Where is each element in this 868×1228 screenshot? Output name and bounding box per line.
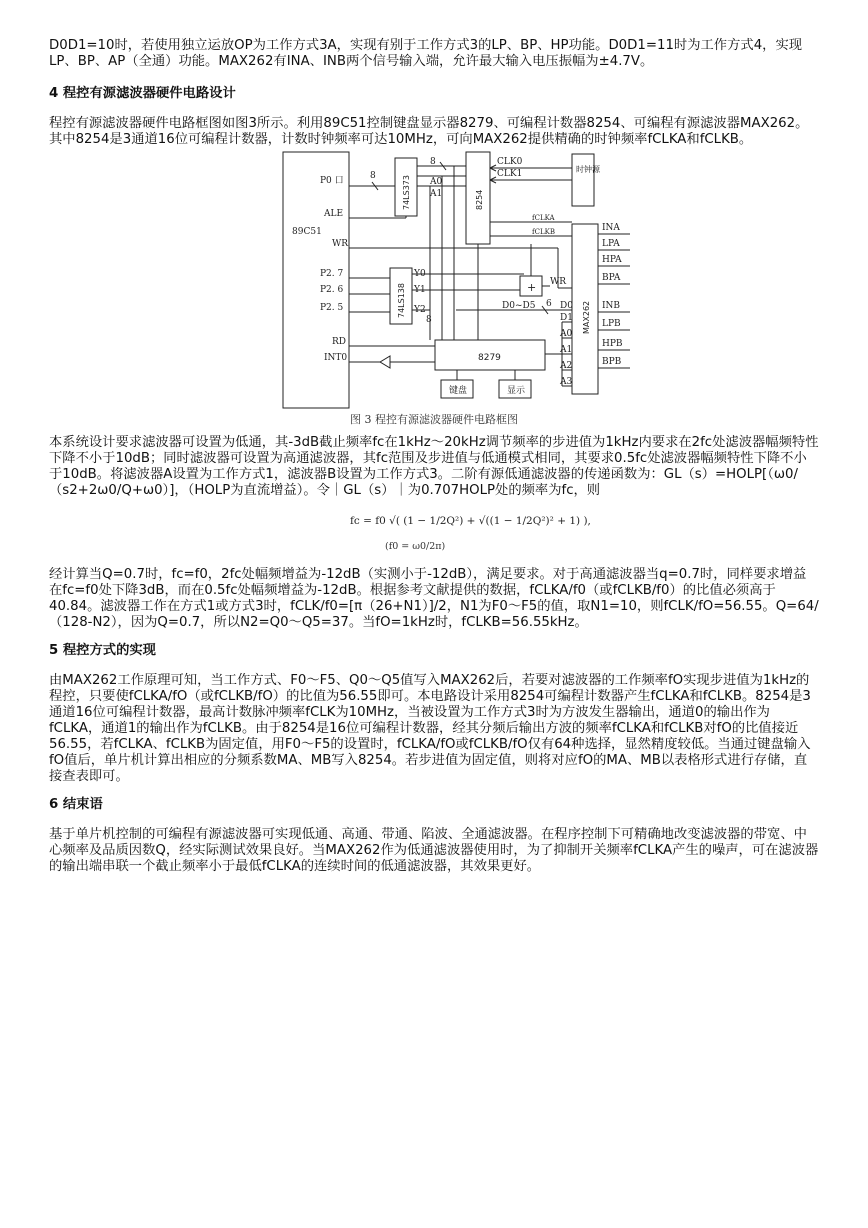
y2-label: Y2	[414, 305, 426, 315]
section-6-paragraph: 基于单片机控制的可编程有源滤波器可实现低通、高通、带通、陷波、全通滤波器。在程序控制下可精确地改变滤波器的带宽、中心频率及品质因数Q，经实际测试效果良好。当MAX262作为低通滤波器使用时，为了抑制开关频率fCLKA产生的噪声，可在滤波器的输出端串联一个截止频率小于最低fCLKA的连续时间的低通滤波器，其效果更好。	[49, 827, 819, 874]
section-5-paragraph: 由MAX262工作原理可知，当工作方式、F0～F5、Q0～Q5值写入MAX262后，若要对滤波器的工作频率fO实现步进值为1kHz的程控，只要使fCLKA/fO（或fCLKB/fO）的比值为56.55即可。本电路设计采用8254可编程计数器产生fCLKA和fCLKB。8254是3通道16位可编程计数器，最高计数脉冲频率fCLK为10MHz，当被设置为工作方式3时为方波发生器输出，通道0的输出作为fCLKA，通道1的输出作为fCLKB。由于8254是16位可编程计数器，经其分频后输出方波的频率fCLKA和fCLKB对fO的比值接近56.55，若fCLKA、fCLKB为固定值，用F0～F5的设置时，fCLKA/fO或fCLKB/fO仅有64种选择，显然精度较低。当通过键盘输入fO值后，单片机计算出相应的分频系数MA、MB写入8254。若步进值为固定值，则将对应fO的MA、MB以表格形式进行存储，直接查表即可。	[49, 673, 811, 784]
formula-block	[49, 511, 819, 555]
ina-label: INA	[602, 223, 620, 233]
bpa-label: BPA	[602, 273, 621, 283]
plus-label: +	[527, 281, 537, 294]
ma0-label: A0	[560, 329, 573, 339]
section-4-heading: 4 程控有源滤波器硬件电路设计	[49, 86, 236, 101]
calc-paragraph: 经计算当Q=0.7时，fc=f0，2fc处幅频增益为-12dB（实测小于-12dB），满足要求。对于高通滤波器当q=0.7时，同样要求增益在fc=f0处下降3dB，而在0.5fc处幅频增益为-12dB。根据参考文献提供的数据，fCLKA/f0（或fCLKB/f0）的比值必须高于40.84。滤波器工作在方式1或方式3时，fCLK/f0=[π（26+N1）]/2，N1为F0～F5的值，取N1=10，则fCLK/fO=56.55。Q=64/（128-N2），因为Q=0.7，所以N2=Q0～Q5=37。当fO=1kHz时，fCLKB=56.55kHz。	[49, 567, 819, 630]
mcu-label: 89C51	[292, 227, 322, 237]
formula-main: fc = f0 √( (1 − 1/2Q²) + √((1 − 1/2Q²)² + 1) ),	[350, 515, 591, 527]
article-body	[49, 38, 819, 875]
p27-label: P2. 7	[320, 269, 344, 279]
wr-label: WR	[332, 239, 349, 249]
wr2-label: WR	[550, 277, 567, 287]
rd-label: RD	[332, 337, 346, 347]
bus8a-label: 8	[430, 157, 436, 167]
decoder-label: 74LS138	[397, 283, 406, 318]
fclkb-label: fCLKB	[532, 228, 555, 236]
latch-label: 74LS373	[402, 175, 411, 210]
a1-label: A1	[430, 189, 443, 199]
clk0-label: CLK0	[497, 157, 523, 167]
clk1-label: CLK1	[497, 169, 523, 179]
bpb-label: BPB	[602, 357, 622, 367]
hpb-label: HPB	[602, 339, 623, 349]
int0-label: INT0	[324, 353, 348, 363]
ma1-label: A1	[560, 345, 573, 355]
figure-3	[49, 150, 819, 428]
p25-label: P2. 5	[320, 303, 344, 313]
lpb-label: LPB	[602, 319, 621, 329]
d0-label: D0	[560, 301, 573, 311]
formula-sub: (f0 = ω0/2π)	[385, 541, 446, 552]
ma2-label: A2	[560, 361, 573, 371]
bus8c-label: 8	[426, 315, 432, 325]
inb-label: INB	[602, 301, 621, 311]
lpa-label: LPA	[602, 239, 620, 249]
clock-box	[572, 154, 594, 206]
section-6-heading: 6 结束语	[49, 797, 103, 812]
p26-label: P2. 6	[320, 285, 344, 295]
a0-label: A0	[430, 177, 443, 187]
bus8b-label: 8	[370, 171, 376, 181]
mcu-box	[283, 152, 349, 408]
filter-label: MAX262	[582, 300, 591, 334]
bus6-label: 6	[546, 299, 552, 309]
fclka-label: fCLKA	[532, 214, 555, 222]
hpa-label: HPA	[602, 255, 622, 265]
counter-label: 8254	[475, 189, 484, 210]
section-4-paragraph: 程控有源滤波器硬件电路框图如图3所示。利用89C51控制键盘显示器8279、可编程计数器8254、可编程有源滤波器MAX262。其中8254是3通道16位可编程计数器，计数时钟频率可达10MHz，可向MAX262提供精确的时钟频率fCLKA和fCLKB。	[49, 116, 809, 147]
section-5-heading: 5 程控方式的实现	[49, 643, 156, 658]
y0-label: Y0	[414, 269, 426, 279]
display-label: 显示	[507, 386, 526, 396]
figure-caption: 图 3 程控有源滤波器硬件电路框图	[350, 413, 518, 426]
d1-label: D1	[560, 313, 573, 323]
d0d5-label: D0~D5	[502, 301, 536, 311]
clock-label: 时钟源	[576, 165, 600, 174]
ale-label: ALE	[324, 209, 344, 219]
circuit-block-diagram	[280, 150, 644, 410]
y1-label: Y1	[414, 285, 426, 295]
keyboard-label: 键盘	[449, 386, 468, 396]
p0-label: P0 口	[320, 176, 344, 186]
design-paragraph: 本系统设计要求滤波器可设置为低通，其-3dB截止频率fc在1kHz～20kHz调节频率的步进值为1kHz内要求在2fc处滤波器幅频特性下降不小于10dB；同时滤波器可设置为高通滤波器，其fc范围及步进值与低通模式相同，其要求0.5fc处滤波器幅频特性下降不小于10dB。将滤波器A设置为工作方式1，滤波器B设置为工作方式3。二阶有源低通滤波器的传递函数为：GL（s）=HOLP[（ω0/（s2+2ω0/Q+ω0）]，（HOLP为直流增益）。令｜GL（s）｜为0.707HOLP处的频率为fc，则	[49, 435, 819, 498]
kbd-ctrl-label: 8279	[478, 353, 501, 363]
ma3-label: A3	[560, 377, 573, 387]
intro-paragraph: D0D1=10时，若使用独立运放OP为工作方式3A，实现有别于工作方式3的LP、BP、HP功能。D0D1=11时为工作方式4，实现LP、BP、AP（全通）功能。MAX262有INA、INB两个信号输入端，允许最大输入电压振幅为±4.7V。	[49, 38, 803, 69]
